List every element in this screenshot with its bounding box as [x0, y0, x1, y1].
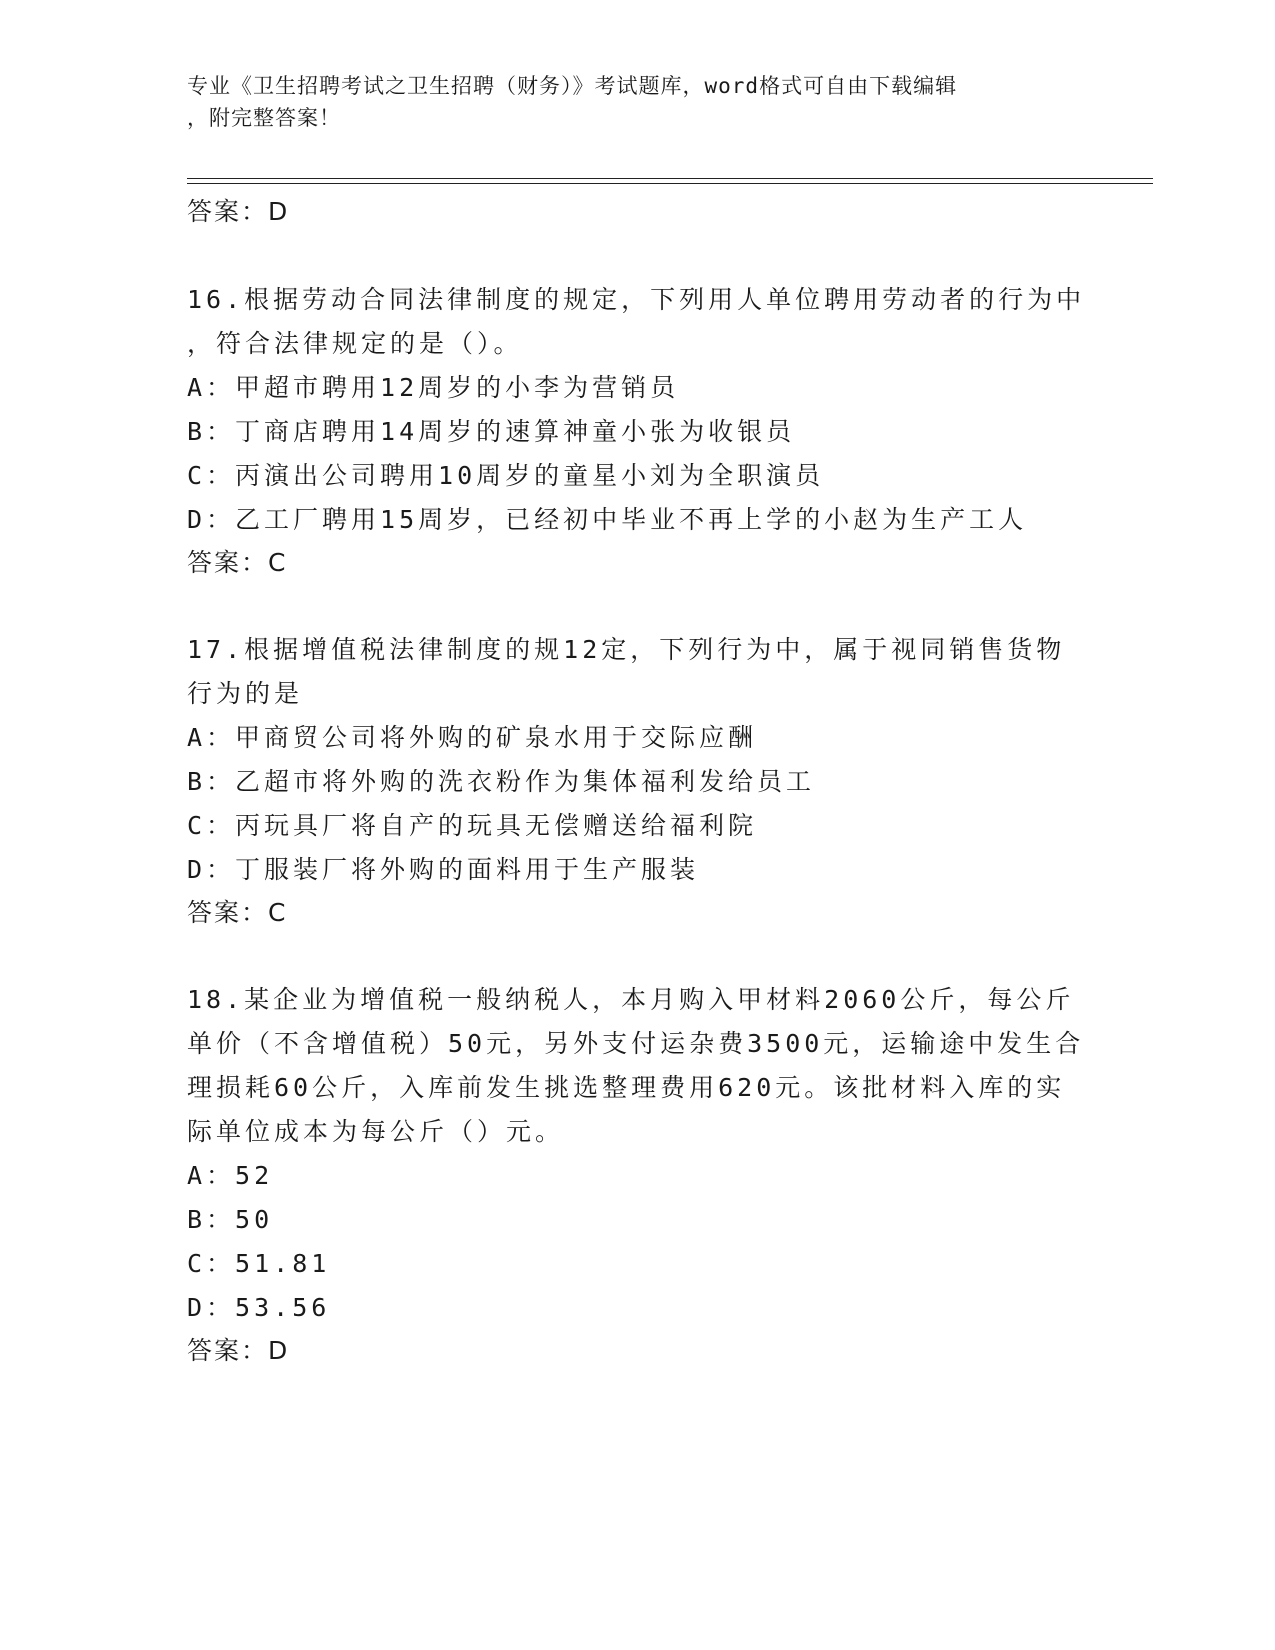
header-line: 专业《卫生招聘考试之卫生招聘（财务）》考试题库，word格式可自由下载编辑 [187, 74, 958, 98]
option-d: D：53.56 [187, 1293, 331, 1322]
answer-line: 答案：D [187, 1336, 290, 1365]
document-header [187, 70, 1067, 134]
option-a: A：52 [187, 1161, 274, 1190]
option-b: B：丁商店聘用14周岁的速算神童小张为收银员 [187, 417, 796, 446]
question-stem-line: 行为的是 [187, 679, 304, 708]
question-stem-line: 单价（不含增值税）50元，另外支付运杂费3500元，运输途中发生合 [187, 1029, 1085, 1058]
header-divider [187, 178, 1153, 179]
question-stem-line: 16.根据劳动合同法律制度的规定，下列用人单位聘用劳动者的行为中 [187, 285, 1086, 314]
option-c: C：丙玩具厂将自产的玩具无偿赠送给福利院 [187, 811, 758, 840]
header-divider [187, 183, 1153, 184]
answer-line: 答案：C [187, 898, 288, 927]
option-a: A：甲商贸公司将外购的矿泉水用于交际应酬 [187, 723, 758, 752]
header-line: ，附完整答案！ [187, 106, 341, 130]
question-stem-line: 理损耗60公斤，入库前发生挑选整理费用620元。该批材料入库的实 [187, 1073, 1066, 1102]
option-d: D：丁服装厂将外购的面料用于生产服装 [187, 855, 700, 884]
option-a: A：甲超市聘用12周岁的小李为营销员 [187, 373, 680, 402]
option-b: B：乙超市将外购的洗衣粉作为集体福利发给员工 [187, 767, 816, 796]
option-d: D：乙工厂聘用15周岁，已经初中毕业不再上学的小赵为生产工人 [187, 505, 1028, 534]
question-stem-line: 18.某企业为增值税一般纳税人，本月购入甲材料2060公斤，每公斤 [187, 985, 1075, 1014]
answer-line: 答案：D [187, 197, 290, 226]
question-stem-line: 际单位成本为每公斤（）元。 [187, 1117, 565, 1146]
option-c: C：丙演出公司聘用10周岁的童星小刘为全职演员 [187, 461, 825, 490]
answer-line: 答案：C [187, 548, 288, 577]
option-b: B：50 [187, 1205, 274, 1234]
question-stem-line: ，符合法律规定的是（）。 [187, 329, 523, 358]
question-stem-line: 17.根据增值税法律制度的规12定，下列行为中，属于视同销售货物 [187, 635, 1066, 664]
option-c: C：51.81 [187, 1249, 331, 1278]
